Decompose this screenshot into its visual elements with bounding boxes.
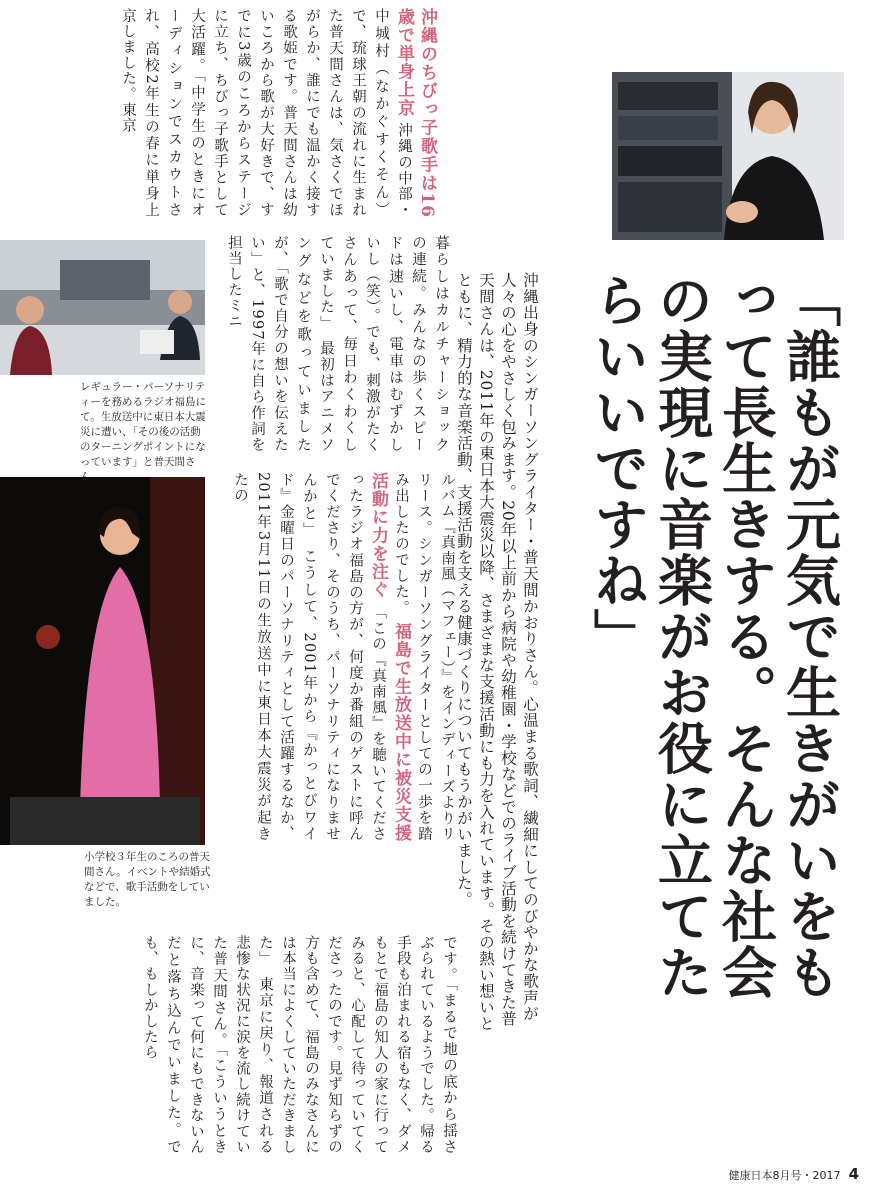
magazine-name: 健康日本8月号・2017 xyxy=(728,1169,841,1182)
section2-column xyxy=(218,472,458,842)
section2-body: 「この『真南風』を聴いてくださったラジオ福島の方が、何度か番組のゲストに呼んでくださり、そのうち、パーソナリティになりませんかと」 こうして、2001年から『かっとびワイド』金曜日のパーソナリティとして活躍するなか、2011年3月11日の生放送中に東日本大震災が起きたの xyxy=(232,472,386,843)
childhood-photo xyxy=(0,477,205,845)
section2-pre: ルバム『真南風（マフェー）』をインディーズよりリリース。シンガーソングライターとしての一歩を踏み出したのでした。 xyxy=(393,472,455,842)
section1b-column: 暮らしはカルチャーショックの連続。みんなの歩くスピードは速いし、電車はむずかしいし（笑）。でも、刺激がたくさんあって、毎日わくわくしていました」 最初はアニメソングなどを歌っていましたが、「歌で自分の想いを伝えたい」と、1997年に自ら作詞を担当したミニ xyxy=(226,235,449,453)
childhood-illustration xyxy=(0,477,205,845)
caption-childhood: 小学校３年生のころの普天間さん。イベントや結婚式などで、歌手活動をしていました。 xyxy=(84,851,211,908)
caption-radio: レギュラー・パーソナリティーを務めるラジオ福島にて。生放送中に東日本大震災に遭い、「その後の活動のターニングポイントになっています」と普天間さ xyxy=(80,381,206,468)
section2-heading: 福島で生放送中に被災支援活動に力を注ぐ xyxy=(368,472,411,842)
section3-column: です。「まるで地の底から揺さぶられているようでした。帰る手段も泊まれる宿もなく、ダメもとで福島の知人の家に行ってみると、心配して待っていてくださったのです。見ず知らずの方も含めて、福島のみなさんには本当によくしていただきました」 東京に戻り、報道される悲惨な状況に涙を流し続けていた普天間さん。「こういうときに、音楽って何にもできないんだと落ち込んでいました。でも、もしかしたら xyxy=(142,935,457,1155)
section1-body: 沖縄の中部・中城村（なかぐすくそん）で、琉球王朝の流れに生まれた普天間さんは、気さくでほがらか、誰にでも温かく接する歌姫です。普天間さんは幼いころから歌が大好きで、すでに3歳のころからステージに立ち、ちびっ子歌手として大活躍。「中学生のときにオーディションでスカウトされ、高校2年生の春に単身上京しました。東京 xyxy=(120,8,412,219)
headline: 「誰もが元気で生きがいをもって長生きする。そんな社会の実現に音楽がお役に立てたらいいですね」 xyxy=(585,272,842,1000)
page-number: 4 xyxy=(848,1165,859,1183)
portrait-illustration xyxy=(612,72,844,240)
radio-studio-illustration xyxy=(0,240,205,375)
page-footer xyxy=(729,1165,859,1183)
lead-paragraph: 沖縄出身のシンガーソングライター・普天間かおりさん。心温まる歌詞、繊細にしてのびやかな歌声が人々の心をやさしく包みます。20年以上前から病院や幼稚園・学校などでのライブ活動を続けてきた普天間さんは、2011年の東日本大震災以降、さまざまな支援活動にも力を入れています。その熱い想いとともに、精力的な音楽活動、支援活動を支える健康づくりについてもうかがいました。 xyxy=(455,272,539,1032)
radio-studio-photo xyxy=(0,240,205,375)
section1-heading: 沖縄のちびっ子歌手は16歳で単身上京 xyxy=(394,8,437,218)
portrait-photo xyxy=(612,72,844,240)
section1-column xyxy=(98,8,438,218)
